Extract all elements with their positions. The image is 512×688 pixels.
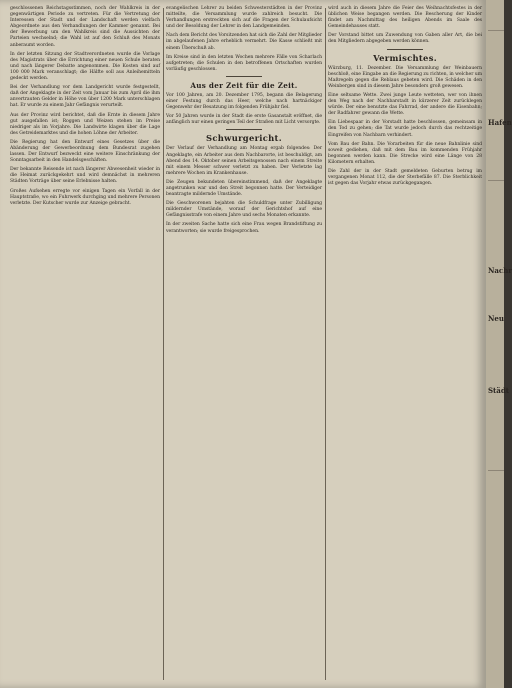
section-heading: Schwurgericht. — [206, 133, 282, 144]
article-paragraph: Vor 100 Jahren, am 20. Dezember 1795, begann die Belagerung einer Festung durch das Heer, welche nach hartnäckiger Gegenwehr der Besatzung im folgenden Frühjahr fiel. — [166, 92, 322, 111]
article-paragraph: wird auch in diesem Jahre die Feier des Weihnachtsfestes in der üblichen Weise begangen werden. Die Bescherung der Kinder findet am Nachmittag des heiligen Abends im Saale des Gemeindehauses statt. — [328, 6, 482, 30]
article-paragraph: Die Zahl der in der Stadt gemeldeten Geburten betrug im vergangenen Monat 112, die der Sterbefälle 87. Die Sterblichkeit ist gegen das Vorjahr etwas zurückgegangen. — [328, 168, 482, 187]
article-paragraph: Im Kreise sind in den letzten Wochen mehrere Fälle von Scharlach aufgetreten; die Schulen in den betroffenen Ortschaften wurden vorläufig geschlossen. — [166, 54, 322, 72]
article-paragraph: geschlossenen Reichstagsstimmen, noch der Wahlkreis in der gegenwärtigen Periode zu vertreten. Für die Vertretung der Interessen der Stadt und der Landschaft werden vielfach Abgeordnete aus den Verhandlungen der Kammer genannt. Bei der Bewerbung um den Wahlkreis sind die Aussichten der Parteien wechselnd; die Wahl ist auf den Schluß des Monats anberaumt worden. — [10, 6, 160, 48]
section-heading: Aus der Zeit für die Zeit. — [190, 80, 298, 90]
text-line — [488, 30, 504, 37]
article-paragraph: Bei der Verhandlung vor dem Landgericht wurde festgestellt, daß der Angeklagte in der Zeit vom Januar bis zum April die ihm anvertrauten Gelder in Höhe von über 1200 Mark unterschlagen hat. Er wurde zu einem Jahr Gefängnis verurteilt. — [10, 85, 160, 109]
article-paragraph: Der Vorstand bittet um Zuwendung von Gaben aller Art, die bei den Mitgliedern abgegeben werden können. — [328, 33, 482, 45]
article-paragraph: Der bekannte Reisende ist nach längerer Abwesenheit wieder in die Heimat zurückgekehrt und wird demnächst in mehreren Städten Vorträge über seine Erlebnisse halten. — [10, 167, 160, 185]
article-paragraph: Vor 50 Jahren wurde in der Stadt die erste Gasanstalt eröffnet, die anfänglich nur einen geringen Teil der Straßen mit Licht versorgte. — [166, 114, 322, 126]
adjacent-page-word: Städt — [488, 386, 509, 395]
text-line — [488, 470, 504, 477]
section-divider — [226, 129, 262, 130]
adjacent-page-word: Hafen — [488, 118, 512, 127]
column-3 — [328, 6, 482, 682]
adjacent-page-word: Nachr — [488, 266, 512, 275]
column-1 — [10, 6, 160, 682]
article-paragraph: Die Regierung hat den Entwurf eines Gesetzes über die Abänderung der Gewerbeordnung dem Bundesrat zugehen lassen. Der Entwurf bezweckt eine weitere Einschränkung der Sonntagsarbeit in den Handelsgeschäften. — [10, 139, 160, 164]
column-rule — [325, 8, 326, 680]
article-paragraph: Großes Aufsehen erregte vor einigen Tagen ein Vorfall in der Hauptstraße, wo ein Fuhrwerk durchging und mehrere Personen verletzte. Der Kutscher wurde zur Anzeige gebracht. — [10, 188, 160, 206]
article-paragraph: Nach dem Bericht des Vorsitzenden hat sich die Zahl der Mitglieder im abgelaufenen Jahre erheblich vermehrt. Die Kasse schließt mit einem Überschuß ab. — [166, 33, 322, 51]
article-paragraph: Würzburg, 11. Dezember. Die Versammlung der Weinbauern beschloß, eine Eingabe an die Regierung zu richten, in welcher um Maßregeln gegen die Reblaus gebeten wird. Die Schäden in den Weinbergen sind in diesem Jahre besonders groß gewesen. — [328, 65, 482, 89]
section-divider — [226, 76, 262, 77]
adjacent-page-edge — [486, 0, 512, 688]
column-2 — [166, 6, 322, 682]
column-rule — [163, 8, 164, 680]
article-paragraph: Eine seltsame Wette. Zwei junge Leute wetteten, wer von ihnen den Weg nach der Nachbarstadt in kürzerer Zeit zurücklegen würde. Der eine benutzte das Fahrrad, der andere die Eisenbahn; der Radfahrer gewann die Wette. — [328, 92, 482, 117]
article-paragraph: Ein Liebespaar in der Vorstadt hatte beschlossen, gemeinsam in den Tod zu gehen; die Tat wurde jedoch durch das rechtzeitige Eingreifen von Nachbarn verhindert. — [328, 120, 482, 138]
section-heading: Vermischtes. — [373, 52, 437, 63]
article-paragraph: Die Geschworenen bejahten die Schuldfrage unter Zubilligung mildernder Umstände, worauf der Gerichtshof auf eine Gefängnisstrafe von einem Jahre und sechs Monaten erkannte. — [166, 201, 322, 219]
text-line — [488, 180, 504, 187]
article-paragraph: Aus der Provinz wird berichtet, daß die Ernte in diesem Jahre gut ausgefallen ist; Roggen und Weizen stehen im Preise niedriger als im Vorjahre. Die Landwirte klagen über die Lage des Getreidemarktes und die hohen Löhne der Arbeiter. — [10, 112, 160, 136]
article-paragraph: evangelischen Lehrer zu beiden Schwesterstädten in der Provinz mitteilte, die Versammlung wurde zahlreich besucht. Die Verhandlungen erstreckten sich auf die Fragen der Schulaufsicht und der Besoldung der Lehrer in den Landgemeinden. — [166, 6, 322, 30]
article-paragraph: Vom Bau der Bahn. Die Vorarbeiten für die neue Bahnlinie sind soweit gediehen, daß mit dem Bau im kommenden Frühjahr begonnen werden kann. Die Strecke wird eine Länge von 28 Kilometern erhalten. — [328, 141, 482, 165]
article-paragraph: In der letzten Sitzung der Stadtverordneten wurde die Vorlage des Magistrats über die Errichtung einer neuen Schule beraten und nach längerer Debatte angenommen. Die Kosten sind auf 100 000 Mark veranschlagt; die Hälfte soll aus Anleihemitteln gedeckt werden. — [10, 51, 160, 82]
article-paragraph: Die Zeugen bekundeten übereinstimmend, daß der Angeklagte angetrunken war und den Streit begonnen hatte. Der Verteidiger beantragte mildernde Umstände. — [166, 179, 322, 198]
article-paragraph: In der zweiten Sache hatte sich eine Frau wegen Brandstiftung zu verantworten; sie wurde freigesprochen. — [166, 222, 322, 234]
article-paragraph: Der Verlauf der Verhandlung am Montag ergab folgendes: Der Angeklagte, ein Arbeiter aus dem Nachbarorte, ist beschuldigt, am Abend des 14. Oktober seinen Arbeitsgenossen nach einem Streite mit einem Messer schwer verletzt zu haben. Der Verletzte lag mehrere Wochen im Krankenhause. — [166, 146, 322, 176]
section-divider — [387, 49, 423, 50]
adjacent-page-word: Neu — [488, 314, 504, 323]
